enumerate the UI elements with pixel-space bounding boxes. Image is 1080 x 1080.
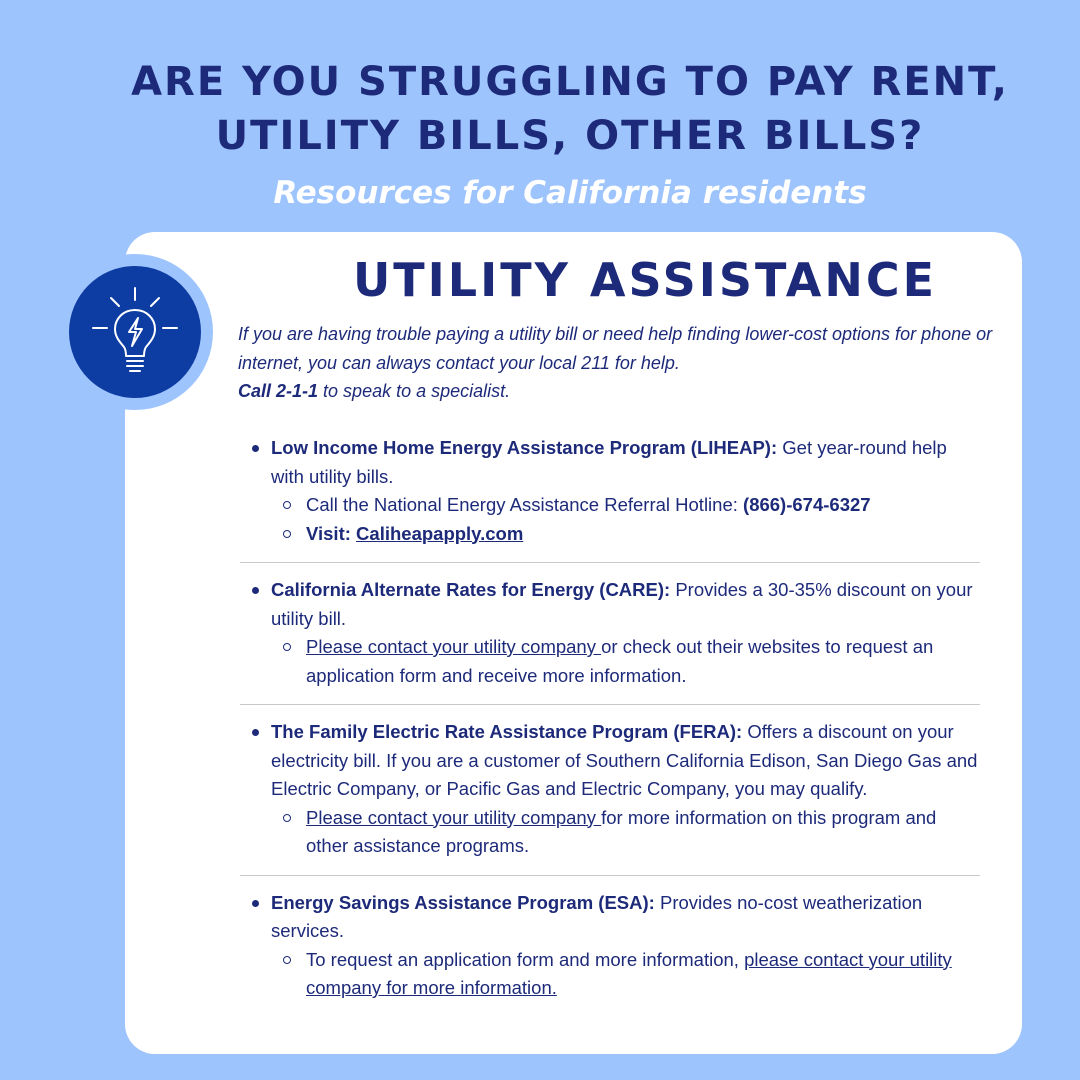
sub-text: To request an application form and more information, — [306, 948, 745, 970]
intro-paragraph — [238, 320, 998, 406]
program-desc: Offers a discount on your electricity bill. If you are a customer of Southern California Edison, San Diego Gas and Electric Company, or Pacific Gas and Electric Company, you may qualify. — [271, 721, 978, 799]
sub-item-contact — [271, 633, 980, 690]
headline — [0, 55, 1080, 163]
program-name: The Family Electric Rate Assistance Program (FERA): — [271, 721, 743, 742]
visit-label: Visit: — [306, 522, 357, 544]
intro-call-rest: to speak to a specialist. — [318, 381, 511, 401]
program-desc: Provides a 30-35% discount on your utility bill. — [271, 579, 973, 629]
sub-item-visit — [271, 520, 980, 549]
divider — [240, 875, 980, 876]
headline-line-2: UTILITY BILLS, OTHER BILLS? — [215, 113, 925, 159]
contact-utility-link[interactable]: please contact your utility company for more information. — [306, 948, 952, 998]
program-name: Low Income Home Energy Assistance Program (LIHEAP): — [271, 437, 778, 458]
sub-item-contact — [271, 946, 980, 1003]
sub-text: for more information on this program and other assistance programs. — [306, 806, 937, 856]
program-desc: Provides no-cost weatherization services. — [271, 891, 923, 941]
hotline-number[interactable]: (866)-674-6327 — [743, 494, 871, 515]
sub-item-contact — [271, 804, 980, 861]
section-title: UTILITY ASSISTANCE — [352, 253, 938, 307]
subtitle: Resources for California residents — [273, 175, 867, 211]
program-care — [240, 576, 980, 690]
caliheap-link[interactable]: Caliheapapply.com — [356, 522, 524, 544]
program-desc: Get year-round help with utility bills. — [271, 437, 947, 487]
divider — [240, 704, 980, 705]
program-name: California Alternate Rates for Energy (CARE): — [271, 579, 671, 600]
headline-line-1: ARE YOU STRUGGLING TO PAY RENT, — [131, 59, 1009, 105]
intro-call-bold: Call 2-1-1 — [238, 381, 319, 401]
program-liheap — [240, 434, 980, 548]
divider — [240, 562, 980, 563]
lightbulb-bolt-icon — [69, 266, 201, 398]
contact-utility-link[interactable]: Please contact your utility company — [306, 636, 602, 657]
intro-text: If you are having trouble paying a utility bill or need help finding lower-cost options for phone or internet, you can always contact your local 211 for help. — [238, 324, 993, 373]
sub-item-hotline — [271, 491, 980, 520]
contact-utility-link[interactable]: Please contact your utility company — [306, 806, 602, 828]
program-name: Energy Savings Assistance Program (ESA): — [271, 891, 655, 913]
program-list — [240, 434, 980, 1003]
sub-text: or check out their websites to request an application form and receive more information. — [306, 636, 934, 686]
program-fera — [240, 718, 980, 861]
hotline-label: Call the National Energy Assistance Referral Hotline: — [306, 494, 744, 515]
program-esa — [240, 889, 980, 1003]
